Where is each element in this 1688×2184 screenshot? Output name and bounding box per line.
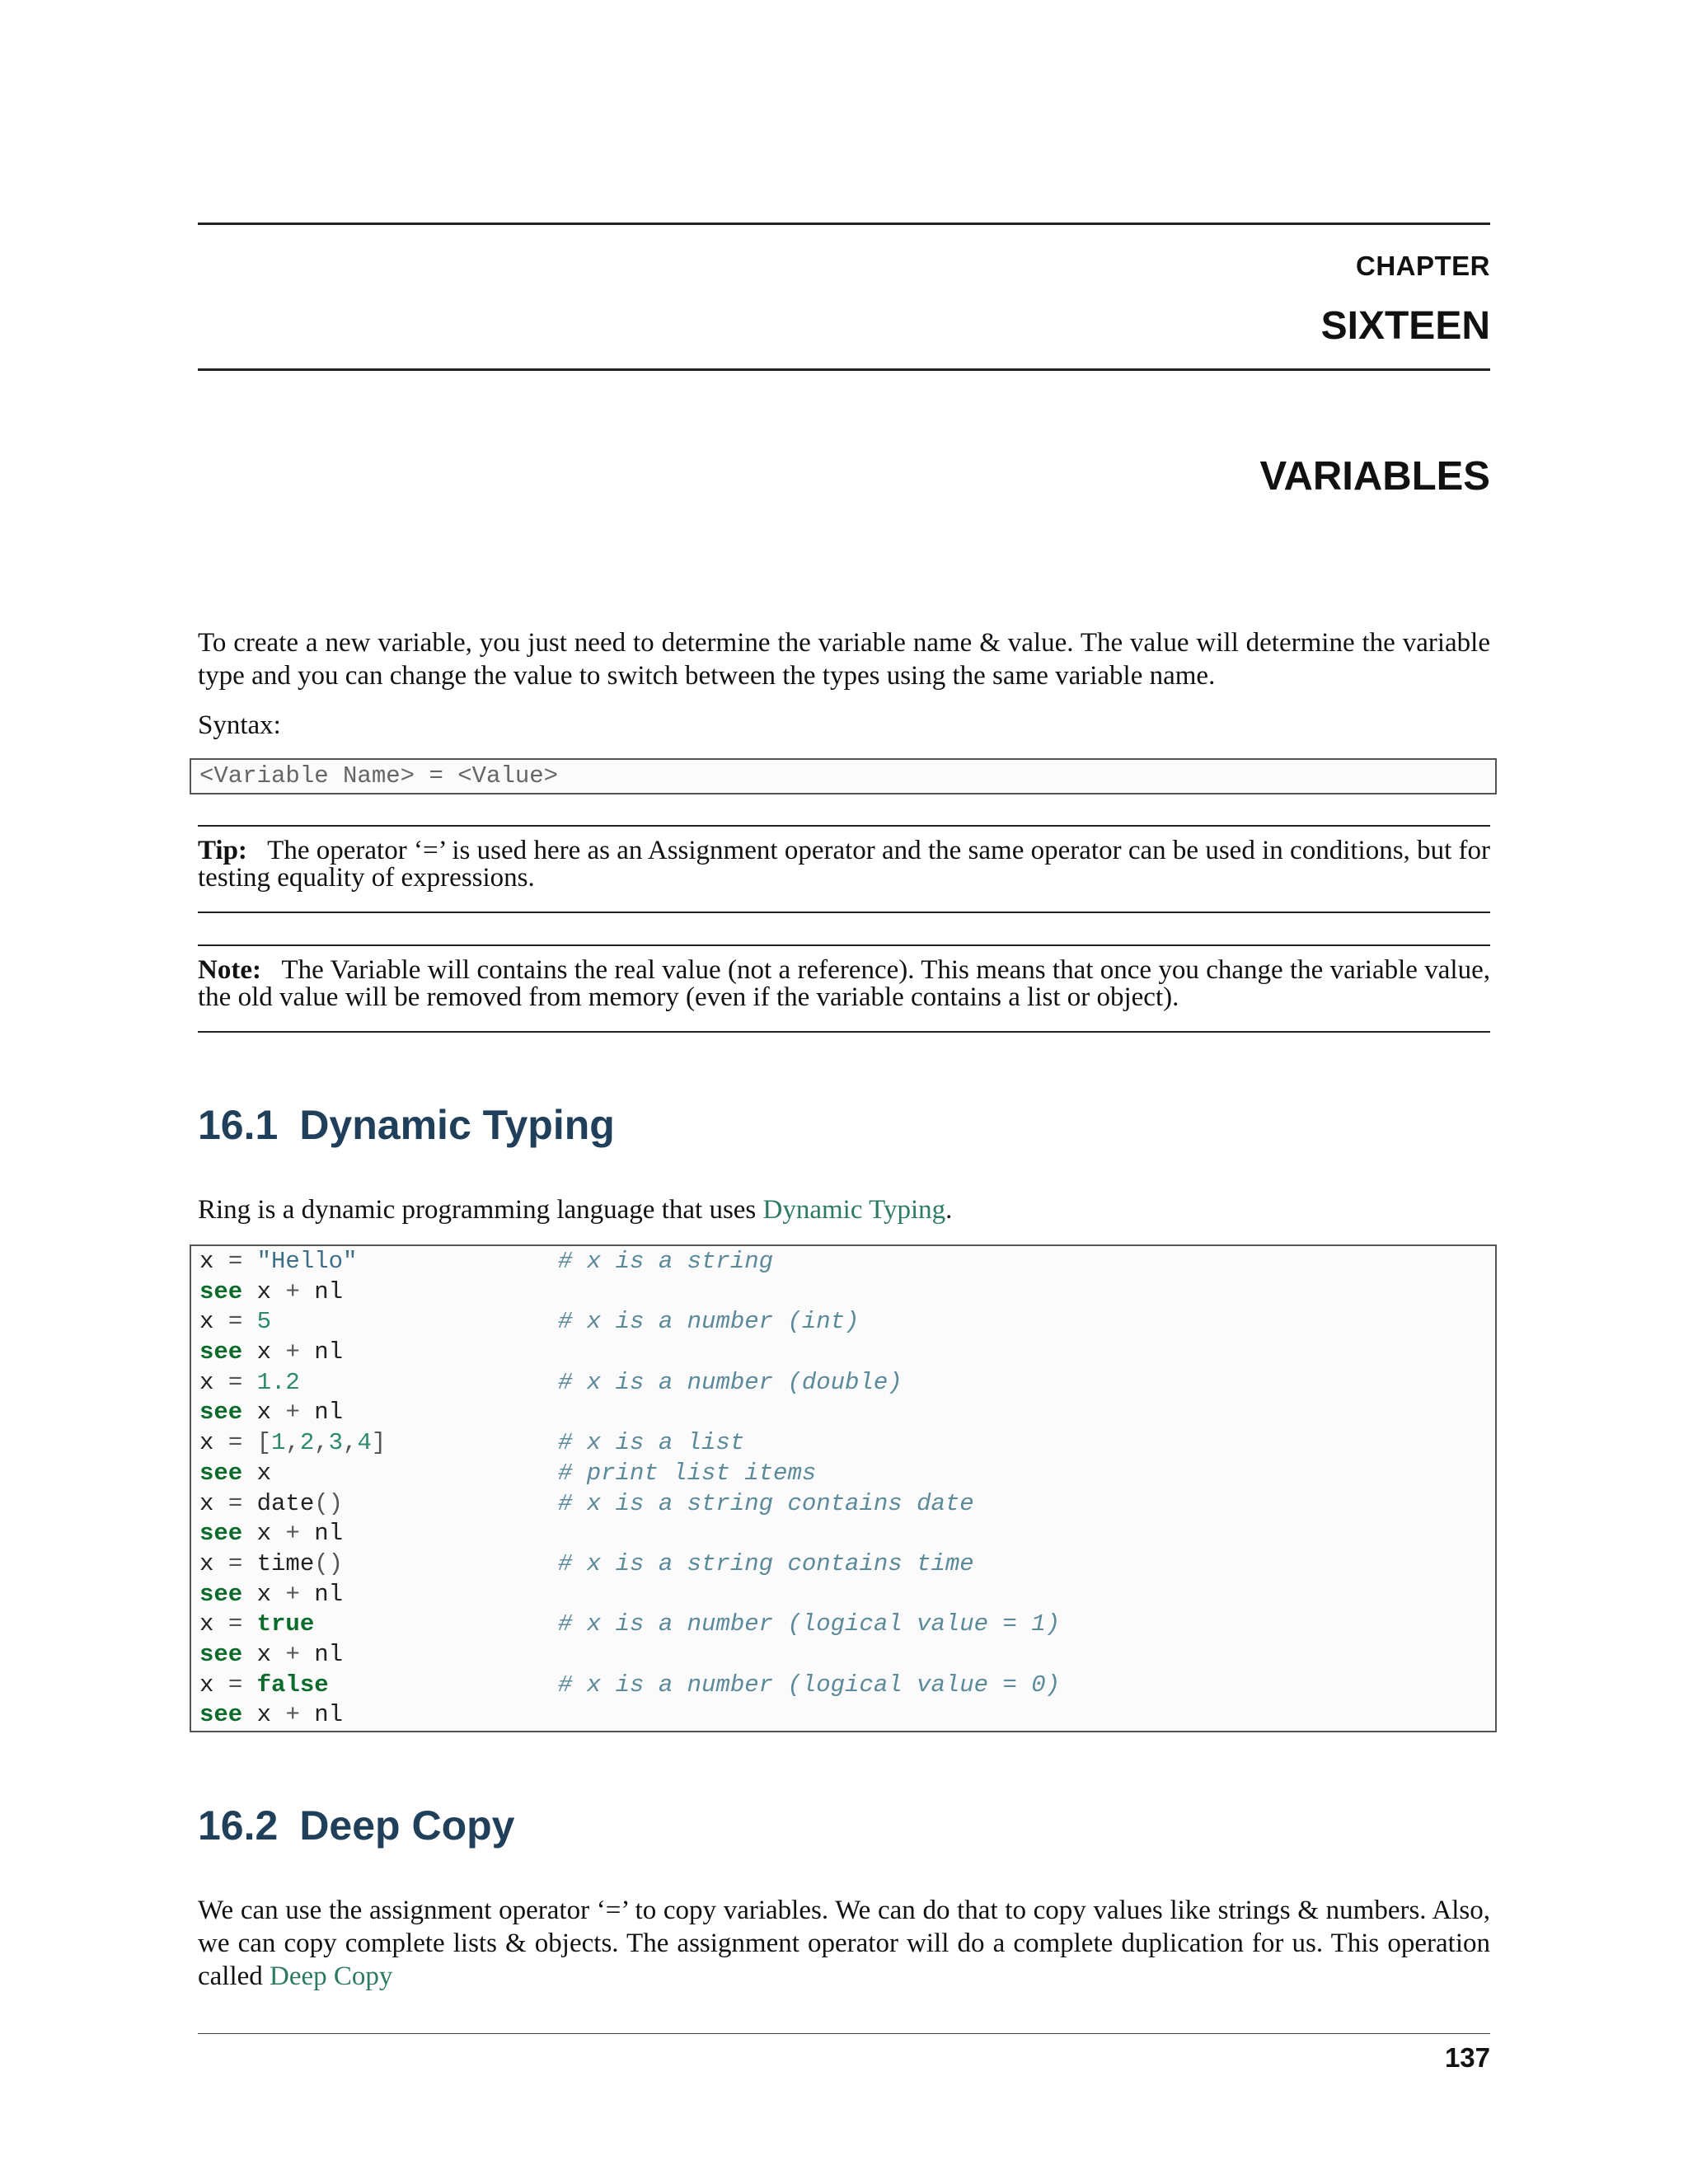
section-title: Deep Copy — [299, 1802, 515, 1849]
code-keyword: see — [199, 1580, 243, 1608]
code-space — [300, 1338, 314, 1366]
code-operator: , — [314, 1429, 329, 1457]
code-statement — [199, 1610, 314, 1640]
section-title: Dynamic Typing — [299, 1102, 615, 1148]
chapter-bottom-rule — [198, 368, 1490, 371]
code-comment: # x is a number (logical value = 0) — [558, 1671, 1061, 1699]
code-space — [271, 1581, 285, 1608]
code-identifier: x — [256, 1520, 272, 1548]
tip-top-rule — [198, 825, 1490, 827]
code-space — [271, 1520, 285, 1547]
note-admonition — [198, 957, 1490, 1011]
code-identifier: x — [256, 1277, 272, 1305]
code-line — [191, 1489, 1495, 1520]
paragraph-text-end: . — [945, 1195, 953, 1225]
code-comment: # x is a string contains time — [558, 1549, 974, 1577]
code-comment: # x is a list — [558, 1429, 745, 1457]
intro-paragraph: To create a new variable, you just need to determine the variable name & value. The value will determine the variable type and you can change the value to switch between the types using the same variable name. — [198, 628, 1490, 691]
code-operator: ( — [314, 1489, 329, 1517]
code-line — [191, 1610, 1495, 1640]
code-space — [242, 1278, 256, 1305]
code-statement — [199, 1247, 357, 1277]
chapter-number: SIXTEEN — [1320, 304, 1490, 348]
code-line — [191, 1549, 1495, 1580]
code-operator: + — [285, 1399, 300, 1427]
code-operator: + — [285, 1701, 300, 1729]
code-operator: + — [285, 1520, 300, 1548]
deep-copy-paragraph — [198, 1894, 1490, 1993]
syntax-code-block — [190, 758, 1497, 794]
note-bottom-rule — [198, 1031, 1490, 1033]
page-number: 137 — [1444, 2042, 1490, 2073]
code-space — [242, 1338, 256, 1366]
code-comment: # x is a number (logical value = 1) — [558, 1610, 1061, 1638]
code-statement — [199, 1549, 343, 1580]
code-identifier: x — [256, 1640, 272, 1668]
code-number: 1.2 — [256, 1368, 300, 1396]
code-operator: + — [285, 1580, 300, 1608]
code-line — [191, 1459, 1495, 1489]
code-space — [271, 1338, 285, 1366]
code-statement — [199, 1700, 343, 1731]
code-identifier: x — [199, 1429, 214, 1457]
code-line — [191, 1671, 1495, 1701]
code-identifier: nl — [314, 1338, 344, 1366]
dynamic-typing-link[interactable]: Dynamic Typing — [762, 1195, 946, 1225]
paragraph-text: We can use the assignment operator ‘=’ to copy variables. We can do that to copy values like strings & numbers. Also, we can copy complete lists & objects. The assignment operator will do a complete duplication for us. This operation called — [198, 1896, 1490, 1991]
code-space — [213, 1308, 227, 1335]
code-identifier: nl — [314, 1640, 344, 1668]
code-number: 1 — [271, 1429, 286, 1457]
code-identifier: date — [256, 1489, 315, 1517]
code-identifier: x — [199, 1308, 214, 1336]
code-identifier: x — [199, 1671, 214, 1699]
code-line — [191, 1640, 1495, 1671]
code-number: 3 — [328, 1429, 344, 1457]
code-line — [191, 1307, 1495, 1338]
code-line — [191, 1700, 1495, 1731]
code-space — [300, 1278, 314, 1305]
code-identifier: time — [256, 1549, 315, 1577]
code-space — [213, 1248, 227, 1275]
code-space — [242, 1520, 256, 1547]
code-space — [300, 1520, 314, 1547]
code-line — [191, 1247, 1495, 1277]
code-space — [213, 1550, 227, 1577]
code-operator: = — [227, 1549, 243, 1577]
code-space — [213, 1429, 227, 1456]
code-identifier: x — [199, 1248, 214, 1275]
code-space — [213, 1369, 227, 1396]
code-space — [213, 1671, 227, 1699]
code-identifier: x — [199, 1610, 214, 1638]
code-identifier: x — [256, 1701, 272, 1729]
code-operator: ] — [371, 1429, 387, 1457]
code-statement — [199, 1671, 329, 1701]
code-space — [213, 1610, 227, 1638]
code-statement — [199, 1519, 343, 1549]
note-label: Note: — [198, 955, 261, 985]
code-space — [242, 1610, 256, 1638]
code-comment: # print list items — [558, 1459, 817, 1487]
code-statement — [199, 1338, 343, 1368]
code-statement — [199, 1398, 343, 1428]
code-space — [242, 1701, 256, 1728]
code-operator: = — [227, 1610, 243, 1638]
code-operator: ) — [328, 1549, 344, 1577]
chapter-label: CHAPTER — [1355, 251, 1490, 281]
code-space — [300, 1701, 314, 1728]
syntax-code: <Variable Name> = <Value> — [199, 762, 559, 790]
code-operator: , — [285, 1429, 300, 1457]
code-statement — [199, 1307, 271, 1338]
code-space — [271, 1399, 285, 1426]
code-space — [271, 1701, 285, 1728]
code-keyword: see — [199, 1277, 243, 1305]
code-statement — [199, 1580, 343, 1610]
code-identifier: x — [256, 1338, 272, 1366]
dynamic-typing-code-block — [190, 1244, 1497, 1732]
code-space — [300, 1581, 314, 1608]
deep-copy-link[interactable]: Deep Copy — [270, 1961, 393, 1991]
code-keyword: see — [199, 1338, 243, 1366]
code-space — [271, 1641, 285, 1668]
code-operator: + — [285, 1277, 300, 1305]
dynamic-typing-paragraph — [198, 1193, 1490, 1226]
code-identifier: x — [199, 1549, 214, 1577]
code-keyword: see — [199, 1701, 243, 1729]
chapter-top-rule — [198, 223, 1490, 225]
code-statement — [199, 1489, 343, 1520]
code-space — [242, 1429, 256, 1456]
code-keyword: see — [199, 1459, 243, 1487]
code-space — [242, 1248, 256, 1275]
code-operator: = — [227, 1671, 243, 1699]
tip-bottom-rule — [198, 912, 1490, 913]
code-space — [300, 1641, 314, 1668]
code-operator: + — [285, 1640, 300, 1668]
code-operator: ) — [328, 1489, 344, 1517]
code-keyword: see — [199, 1399, 243, 1427]
code-operator: = — [227, 1368, 243, 1396]
code-operator: = — [227, 1248, 243, 1275]
code-keyword: false — [256, 1671, 329, 1699]
code-keyword: true — [256, 1610, 315, 1638]
note-top-rule — [198, 944, 1490, 946]
code-statement — [199, 1428, 386, 1459]
section-heading-deep-copy — [198, 1802, 515, 1849]
chapter-title: VARIABLES — [1259, 454, 1490, 499]
section-number: 16.2 — [198, 1802, 279, 1849]
code-identifier: nl — [314, 1520, 344, 1548]
code-line — [191, 1580, 1495, 1610]
tip-admonition — [198, 837, 1490, 892]
code-comment: # x is a string contains date — [558, 1489, 974, 1517]
code-line — [191, 1519, 1495, 1549]
code-identifier: x — [256, 1459, 272, 1487]
code-string: "Hello" — [256, 1248, 358, 1275]
code-space — [242, 1641, 256, 1668]
code-identifier: nl — [314, 1277, 344, 1305]
code-space — [242, 1550, 256, 1577]
code-number: 2 — [299, 1429, 315, 1457]
tip-text: The operator ‘=’ is used here as an Assignment operator and the same operator can be used in conditions, but for testing equality of expressions. — [198, 836, 1490, 893]
code-identifier: x — [256, 1399, 272, 1427]
code-identifier: x — [199, 1489, 214, 1517]
code-line — [191, 1428, 1495, 1459]
code-space — [242, 1399, 256, 1426]
code-line — [191, 1338, 1495, 1368]
code-operator: + — [285, 1338, 300, 1366]
code-statement — [199, 1277, 343, 1308]
code-line — [191, 1277, 1495, 1308]
code-number: 4 — [357, 1429, 372, 1457]
code-space — [242, 1671, 256, 1699]
syntax-label: Syntax: — [198, 710, 281, 740]
code-identifier: x — [199, 1368, 214, 1396]
code-statement — [199, 1368, 300, 1399]
note-text: The Variable will contains the real value (not a reference). This means that once you change the variable value, the old value will be removed from memory (even if the variable contains a list or object). — [198, 955, 1491, 1012]
code-identifier: x — [256, 1580, 272, 1608]
code-line — [191, 1398, 1495, 1428]
code-space — [242, 1581, 256, 1608]
code-operator: [ — [256, 1429, 272, 1457]
code-statement — [199, 1459, 271, 1489]
code-identifier: nl — [314, 1701, 344, 1729]
paragraph-text: Ring is a dynamic programming language that uses — [198, 1195, 763, 1225]
code-space — [242, 1369, 256, 1396]
section-number: 16.1 — [198, 1102, 279, 1148]
code-comment: # x is a number (int) — [558, 1308, 860, 1336]
code-keyword: see — [199, 1520, 243, 1548]
code-identifier: nl — [314, 1399, 344, 1427]
footer-rule — [198, 2033, 1490, 2034]
code-space — [300, 1399, 314, 1426]
code-number: 5 — [256, 1308, 272, 1336]
code-space — [271, 1278, 285, 1305]
code-line — [191, 1368, 1495, 1399]
code-comment: # x is a number (double) — [558, 1368, 903, 1396]
code-identifier: nl — [314, 1580, 344, 1608]
code-operator: ( — [314, 1549, 329, 1577]
code-operator: = — [227, 1489, 243, 1517]
section-heading-dynamic-typing — [198, 1101, 615, 1149]
code-operator: = — [227, 1308, 243, 1336]
code-space — [242, 1490, 256, 1517]
code-keyword: see — [199, 1640, 243, 1668]
tip-label: Tip: — [198, 836, 247, 865]
code-operator: = — [227, 1429, 243, 1457]
code-space — [242, 1460, 256, 1487]
code-comment: # x is a string — [558, 1248, 774, 1275]
code-space — [213, 1490, 227, 1517]
code-space — [242, 1308, 256, 1335]
code-statement — [199, 1640, 343, 1671]
code-operator: , — [343, 1429, 358, 1457]
